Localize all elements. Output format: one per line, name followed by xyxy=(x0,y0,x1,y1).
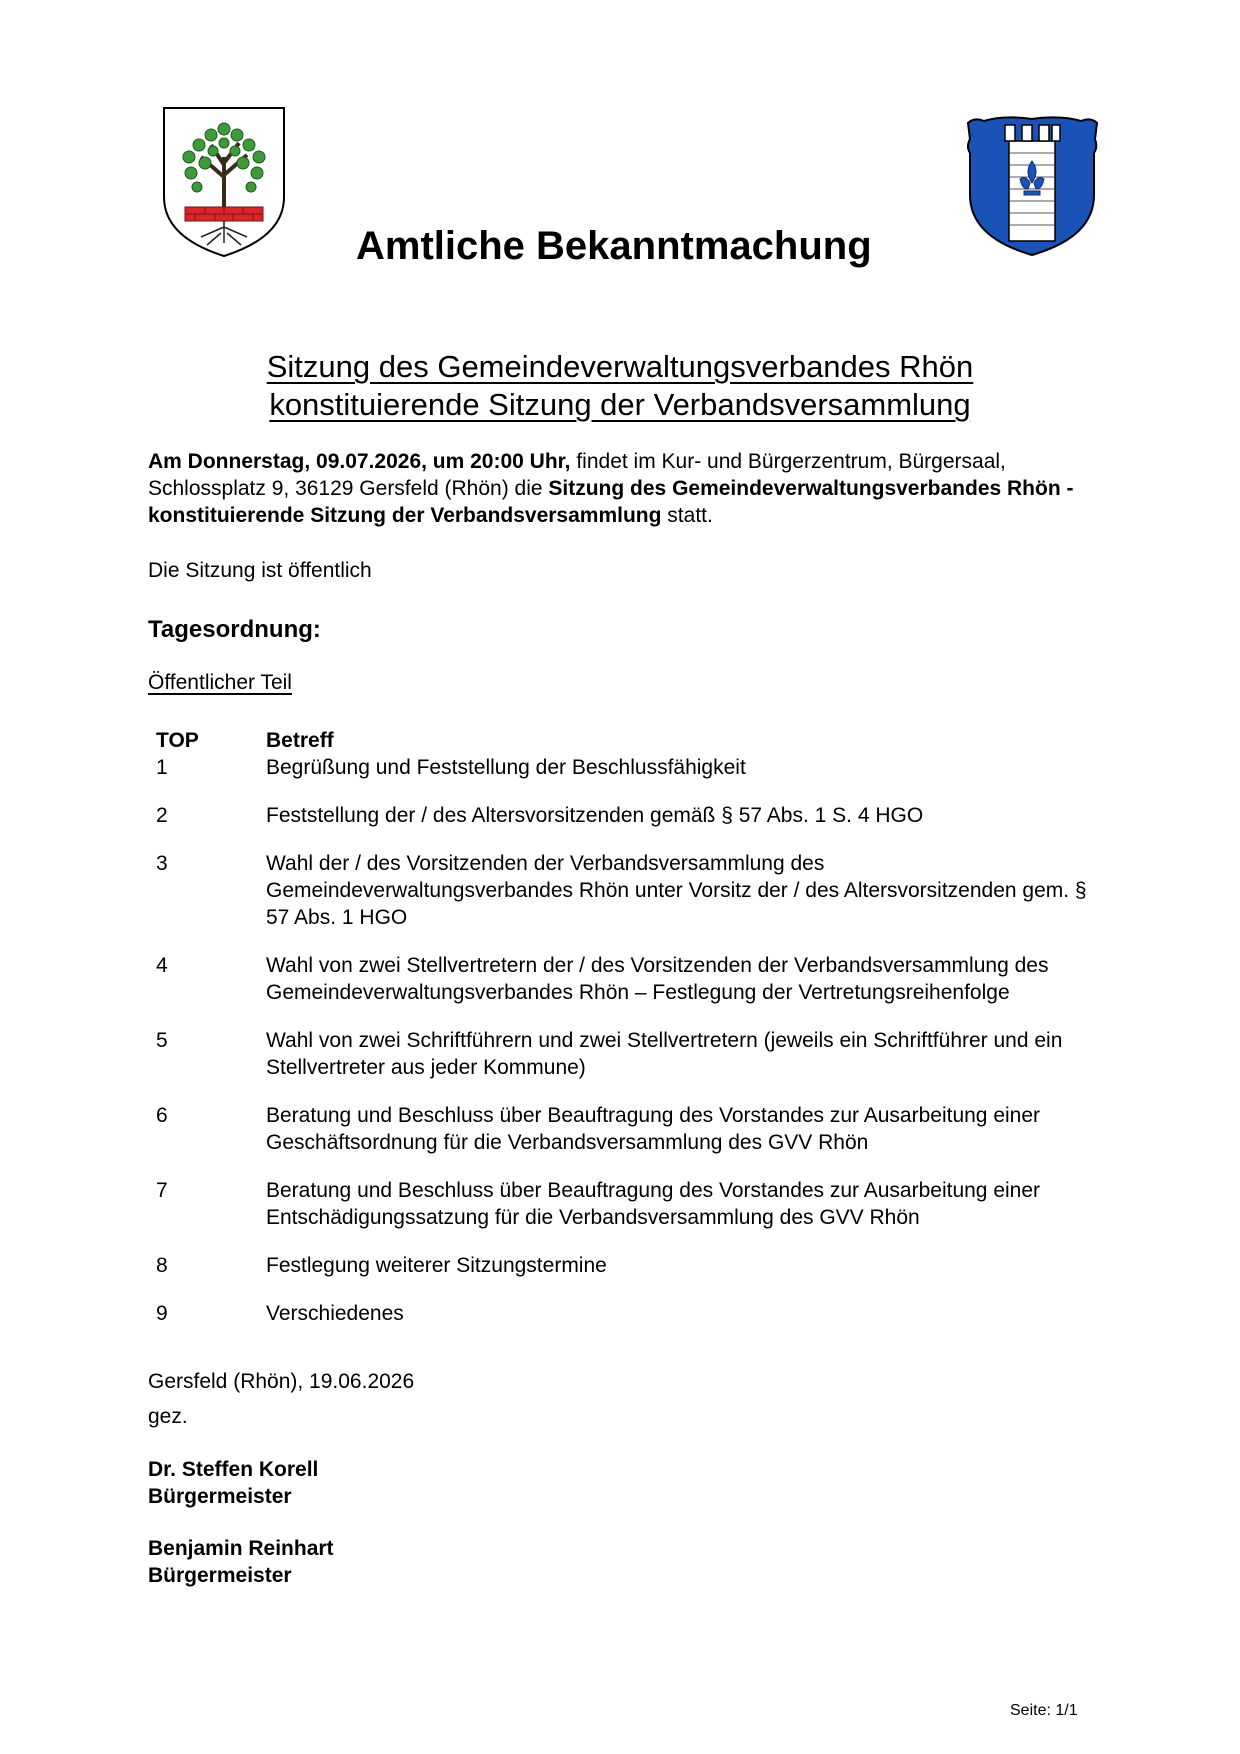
intro-paragraph xyxy=(148,448,1092,529)
coat-of-arms-left-icon xyxy=(161,105,287,259)
agenda-item xyxy=(156,1252,1092,1279)
agenda-item-text: Wahl der / des Vorsitzenden der Verbandsversammlung des Gemeindeverwaltungsverbandes Rhön unter Vorsitz der / des Altersvorsitzenden gem. § 57 Abs. 1 HGO xyxy=(266,852,1087,929)
page-title: Amtliche Bekanntmachung xyxy=(356,224,872,268)
agenda-item-text: Verschiedenes xyxy=(266,1302,404,1325)
agenda-list xyxy=(156,754,1092,1348)
agenda-item xyxy=(156,952,1092,1006)
intro-location: findet im Kur- und Bürgerzentrum, Bürgersaal, Schlossplatz 9, 36129 Gersfeld (Rhön) die xyxy=(148,450,1006,500)
intro-end: statt. xyxy=(661,504,713,527)
agenda-item xyxy=(156,1300,1092,1327)
agenda-item xyxy=(156,1102,1092,1156)
agenda-item-text: Feststellung der / des Altersvorsitzenden gemäß § 57 Abs. 1 S. 4 HGO xyxy=(266,804,924,827)
agenda-heading: Tagesordnung: xyxy=(148,616,321,643)
agenda-item-number: 7 xyxy=(156,1179,168,1202)
meeting-subtitle xyxy=(148,348,1092,424)
public-note: Die Sitzung ist öffentlich xyxy=(148,559,372,582)
agenda-item-number: 6 xyxy=(156,1104,168,1127)
signatory-role: Bürgermeister xyxy=(148,1485,292,1508)
agenda-item xyxy=(156,850,1092,931)
agenda-column-top: TOP xyxy=(156,729,199,752)
intro-meeting-name: Sitzung des Gemeindeverwaltungsverbandes Rhön - konstituierende Sitzung der Verbandsversammlung xyxy=(148,477,1074,527)
coat-of-arms-right-icon xyxy=(964,113,1101,259)
signatory-name: Benjamin Reinhart xyxy=(148,1537,334,1560)
agenda-item-number: 1 xyxy=(156,756,168,779)
agenda-item-number: 8 xyxy=(156,1254,168,1277)
signatory-block xyxy=(148,1456,318,1510)
signatory-role: Bürgermeister xyxy=(148,1564,292,1587)
agenda-item xyxy=(156,1177,1092,1231)
agenda-item-text: Wahl von zwei Stellvertretern der / des Vorsitzenden der Verbandsversammlung des Gemeindeverwaltungsverbandes Rhön – Festlegung der Vertretungsreihenfolge xyxy=(266,954,1049,1004)
agenda-item-text: Wahl von zwei Schriftführern und zwei Stellvertretern (jeweils ein Schriftführer und ein Stellvertreter aus jeder Kommune) xyxy=(266,1029,1063,1079)
agenda-item-number: 2 xyxy=(156,804,168,827)
section-label: Öffentlicher Teil xyxy=(148,671,292,694)
agenda-item xyxy=(156,1027,1092,1081)
agenda-item xyxy=(156,754,1092,781)
signed-note: gez. xyxy=(148,1405,188,1428)
agenda-item-text: Beratung und Beschluss über Beauftragung des Vorstandes zur Ausarbeitung einer Geschäftsordnung für die Verbandsversammlung des GVV Rhön xyxy=(266,1104,1041,1154)
agenda-item-number: 9 xyxy=(156,1302,168,1325)
signatory-name: Dr. Steffen Korell xyxy=(148,1458,319,1481)
agenda-item xyxy=(156,802,1092,829)
subtitle-line-1: Sitzung des Gemeindeverwaltungsverbandes Rhön xyxy=(266,349,974,384)
agenda-item-text: Beratung und Beschluss über Beauftragung des Vorstandes zur Ausarbeitung einer Entschädigungssatzung für die Verbandsversammlung des GVV Rhön xyxy=(266,1179,1041,1229)
agenda-item-number: 5 xyxy=(156,1029,168,1052)
agenda-item-text: Festlegung weiterer Sitzungstermine xyxy=(266,1254,607,1277)
page-number: Seite: 1/1 xyxy=(1010,1702,1078,1719)
agenda-item-number: 4 xyxy=(156,954,168,977)
intro-date-time: Am Donnerstag, 09.07.2026, um 20:00 Uhr, xyxy=(148,450,571,473)
signatory-block xyxy=(148,1535,334,1589)
agenda-item-number: 3 xyxy=(156,852,168,875)
place-and-date: Gersfeld (Rhön), 19.06.2026 xyxy=(148,1370,415,1393)
subtitle-line-2: konstituierende Sitzung der Verbandsversammlung xyxy=(269,387,971,422)
agenda-item-text: Begrüßung und Feststellung der Beschlussfähigkeit xyxy=(266,756,746,779)
agenda-column-subject: Betreff xyxy=(266,729,334,752)
